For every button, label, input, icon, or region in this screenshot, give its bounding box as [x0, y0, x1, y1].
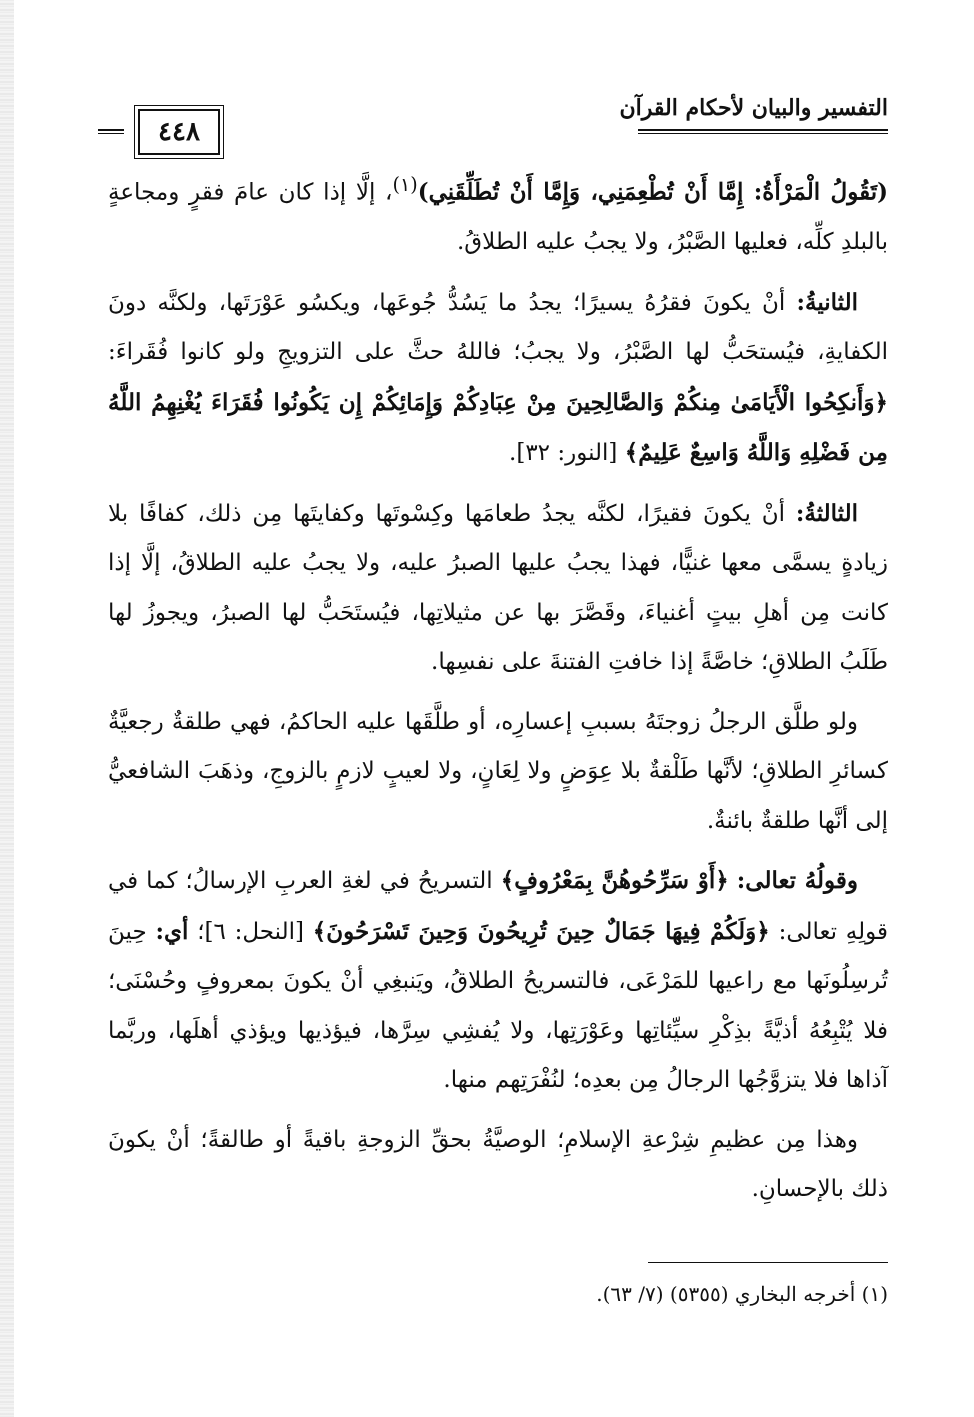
verse-citation: [النحل: ٦]؛ [197, 918, 304, 945]
section-lead: وقولُهُ تعالى: [736, 867, 859, 895]
header-rule-right-thin [638, 133, 888, 134]
paragraph-3 [108, 489, 888, 688]
paragraph-2 [108, 278, 888, 479]
header-rule-left [98, 129, 124, 131]
quran-verse: ﴿وَأَنكِحُوا الْأَيَامَىٰ مِنكُمْ وَالصَّالِحِينَ مِنْ عِبَادِكُمْ وَإِمَائِكُمْ إِن يَكُونُوا فُقَرَاءَ يُغْنِهِمُ اللَّهُ مِن فَضْلِهِ وَاللَّهُ وَاسِعٌ عَلِيمٌ﴾ [108, 388, 888, 467]
running-title: التفسير والبيان لأحكام القرآن [619, 95, 888, 121]
paragraph-4 [108, 698, 888, 847]
quran-verse: ﴿أَوْ سَرِّحُوهُنَّ بِمَعْرُوفٍ﴾ [500, 867, 729, 895]
hadith-quote: (تَقُولُ الْمَرْأَةُ: إِمَّا أَنْ تُطْعِمَنِي، وَإِمَّا أَنْ تُطَلِّقَنِي) [417, 178, 888, 206]
paragraph-5 [108, 856, 888, 1106]
verse-citation: [النور: ٣٢]. [509, 440, 618, 467]
main-text [108, 160, 888, 1225]
paragraph-text: أنْ يكونَ فقرُهُ يسيرًا؛ يجدُ ما يَسُدُّ جُوعَها، ويكسُو عَوْرَتَها، ولكنَّه دونَ الكفايةِ، فيُستحَبُّ لها الصَّبْرُ، ولا يجبُ؛ فاللهُ حثَّ على التزويجِ ولو كانوا فُقَراءَ: [108, 289, 888, 366]
footnote-rule [648, 1262, 888, 1263]
quran-verse: ﴿وَلَكُمْ فِيهَا جَمَالٌ حِينَ تُرِيحُونَ وَحِينَ تَسْرَحُونَ﴾ [312, 917, 770, 945]
paragraph-text: ، إلَّا إذا كان عامَ فقرٍ ومجاعةٍ بالبلدِ كلِّه، فعليها الصَّبْرُ، ولا يجبُ عليه الطلاقُ. [108, 179, 888, 256]
paragraph-text: وهذا مِن عظيمِ شِرْعةِ الإسلامِ؛ الوصيَّةُ بحقِّ الزوجةِ باقيةً أو طالقةً؛ أنْ يكونَ ذلك بالإحسانِ. [108, 1126, 888, 1203]
header-rule-right [638, 129, 888, 131]
footnote: (١) أخرجه البخاري (٥٣٥٥) (٧/ ٦٣). [596, 1282, 888, 1306]
paragraph-text: حِينَ تُرسِلُونَها مع راعيها للمَرْعَى، فالتسريحُ الطلاقُ، ويَنبغِي أنْ يكونَ بمعروفٍ وحُسْنَى؛ فلا يُتْبِعُهُ أذيَّةً بذِكْرِ سيِّئاتِها وعَوْرَتِها، ولا يُفشِي سِرَّها، فيؤذيها ويؤذي أهلَها، وربَّما آذاها فلا يتزوَّجُها الرجالُ مِن بعدِه؛ لنُفْرَتِهم منها. [108, 918, 888, 1094]
header-rule-left-thin [98, 133, 124, 134]
page-header [98, 95, 888, 155]
paragraph-6 [108, 1116, 888, 1215]
section-lead: الثانيةُ: [796, 288, 859, 316]
explanation-lead: أي: [155, 917, 189, 945]
paragraph-text: التسريحُ في لغةِ العربِ الإرسالُ؛ كما في قولِهِ تعالى: [108, 868, 889, 945]
scan-edge [0, 0, 14, 1417]
paragraph-1 [108, 160, 888, 268]
section-lead: الثالثةُ: [795, 499, 858, 527]
page-number: ٤٤٨ [138, 109, 220, 155]
paragraph-text: ولو طلَّق الرجلُ زوجتَهُ بسببِ إعسارِه، أو طلَّقَها عليه الحاكمُ، فهي طلقةٌ رجعيَّةٌ كسائرِ الطلاقِ؛ لأنَّها طَلْقةٌ بلا عِوَضٍ ولا لِعَانٍ، ولا لعيبٍ لازمٍ بالزوجِ، وذهَبَ الشافعيُّ إلى أنَّها طلقةٌ بائنةٌ. [108, 708, 888, 834]
footnote-ref: (١) [392, 173, 418, 196]
paragraph-text: أنْ يكونَ فقيرًا، لكنَّه يجدُ طعامَها وكِسْوتَها وكفايتَها مِن ذلك، كفافًا بلا زيادةٍ يسمَّى معها غنيًّا، فهذا يجبُ عليها الصبرُ عليه، ولا يجبُ عليه الطلاقُ، إلَّا إذا كانت مِن أهلِ بيتٍ أغنياءَ، وقَصَّرَ بها عن مثيلاتِها، فيُستَحَبُّ لها الصبرُ، ويجوزُ لها طَلَبُ الطلاقِ؛ خاصَّةً إذا خافتِ الفتنةَ على نفسِها. [108, 500, 888, 676]
